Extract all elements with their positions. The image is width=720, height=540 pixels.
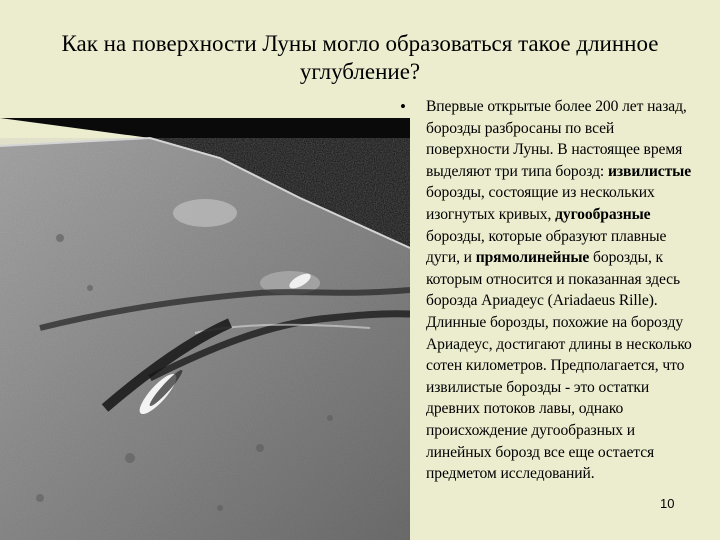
- body-part-1: Впервые открытые более 200 лет назад, борозды разбросаны по всей поверхности Луны. В настоящее время выделяют три типа борозд:: [426, 98, 687, 180]
- bullet-dot-icon: •: [400, 97, 406, 116]
- term-straight: прямолинейные: [475, 249, 590, 267]
- term-arcuate: дугообразные: [555, 205, 651, 223]
- title-line-2: углубление?: [299, 59, 421, 84]
- body-part-2: борозды, состоящие из нескольких изогнутых кривых,: [426, 184, 655, 223]
- lunar-surface-photo: [0, 118, 410, 540]
- slide-title: [30, 30, 690, 86]
- title-line-1: Как на поверхности Луны могло образоваться такое длинное: [61, 31, 659, 56]
- body-part-3: борозды, которые образуют плавные дуги, и: [426, 227, 667, 267]
- bullet-text: [426, 96, 701, 485]
- term-sinuous: извилистые: [607, 162, 692, 180]
- body-part-4: борозды, к которым относится и показанная здесь борозда Ариадеус (Ariadaeus Rille). Длинные борозды, похожие на борозду Ариадеус, достигают длины в несколько сотен километров. Предполагается, что извилистые борозды - это остатки древних потоков лавы, однако происхождение дугообразных и линейных борозд все еще остается предметом исследований.: [426, 249, 692, 483]
- page-number: 10: [660, 496, 675, 511]
